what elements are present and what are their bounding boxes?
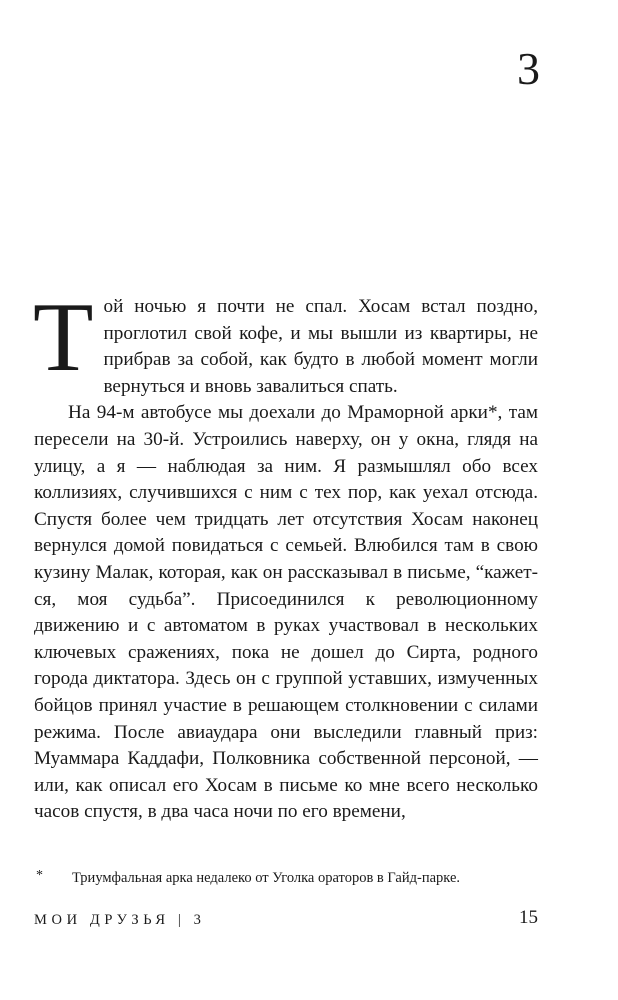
paragraph-1-text: ой ночью я почти не спал. Хосам встал поздно, проглотил свой кофе, и мы вышли из квартиры, не прибрав за собой, как будто в любой момент могли вернуться и вновь завалиться спать. (103, 296, 538, 397)
drop-cap: Т (33, 283, 94, 392)
paragraph-1 (33, 283, 538, 400)
footnote-text: Триумфальная арка недалеко от Уголка ораторов в Гайд-парке. (72, 870, 461, 886)
chapter-number: 3 (517, 43, 540, 94)
paragraph-2: На 94-м автобусе мы доехали до Мраморной арки*, там пересели на 30-й. Устроились наверху, он у окна, глядя на улицу, а я — наблюдая за ним. Я размышлял обо всех коллизиях, случившихся с ним с тех пор, как уехал отсюда. Спустя более чем тридцать лет отсутствия Хосам наконец вернулся домой повидаться с семьей. Влюбился там в свою кузину Малак, которая, как он рассказывал в письме, “кажется, моя судьба”. Присоединился к революционному движению и с автоматом в руках участвовал в нескольких ключевых сражениях, пока не дошел до Сирта, родного города диктатора. Здесь он с группой уставших, измученных бойцов принял участие в решающем столкновении с силами режима. После авиаудара они выследили главный приз: Муаммара Каддафи, Полковника собственной персоной, — или, как описал его Хосам в письме ко мне всего несколько часов спустя, в два часа ночи по его времени, (34, 402, 538, 823)
body-text (33, 283, 538, 826)
page-number: 15 (519, 907, 538, 928)
footnote-marker: * (36, 868, 43, 883)
running-head: МОИ ДРУЗЬЯ | 3 (34, 912, 206, 928)
